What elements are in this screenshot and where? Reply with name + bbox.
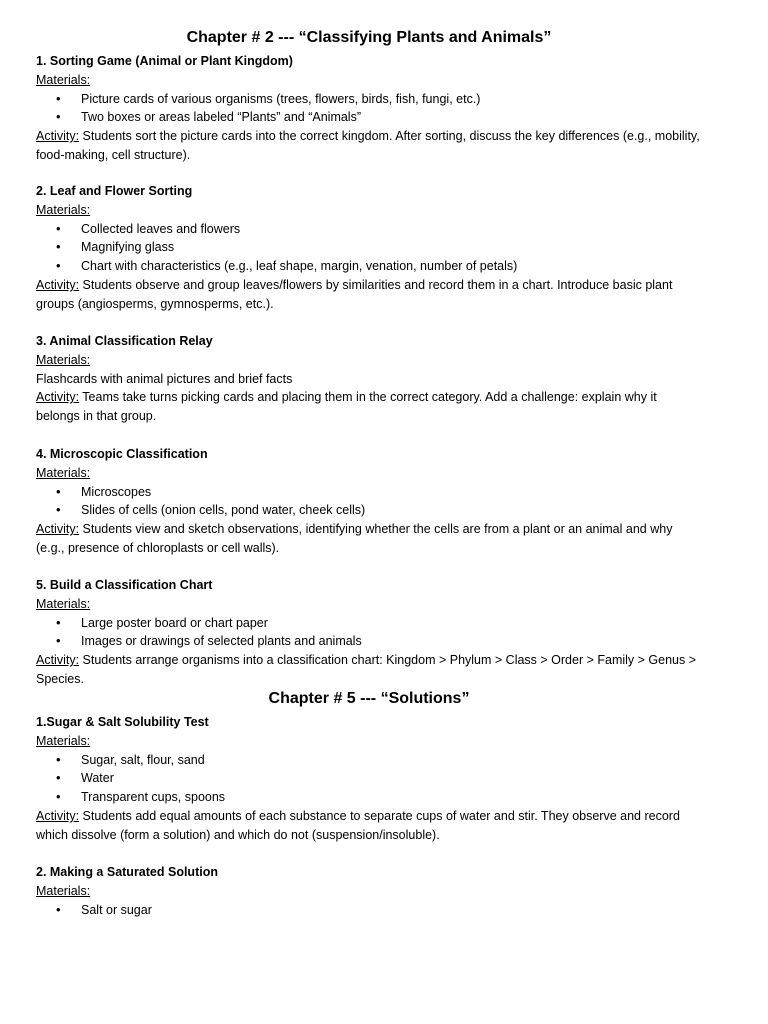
materials-label: Materials: bbox=[36, 883, 91, 898]
list-item: • Sugar, salt, flour, sand bbox=[36, 751, 701, 770]
activity-label: Activity: bbox=[36, 808, 80, 823]
section-title: 1. Sorting Game (Animal or Plant Kingdom) bbox=[36, 54, 293, 68]
activity-paragraph bbox=[36, 651, 701, 689]
list-item: • Chart with characteristics (e.g., leaf shape, margin, venation, number of petals) bbox=[36, 257, 701, 276]
materials-list bbox=[36, 751, 701, 807]
materials-list bbox=[36, 901, 701, 920]
activity-paragraph bbox=[36, 388, 701, 426]
section-build-classification-chart bbox=[36, 576, 701, 689]
list-item: • Transparent cups, spoons bbox=[36, 788, 701, 807]
list-item: • Salt or sugar bbox=[36, 901, 701, 920]
section-title: 1.Sugar & Salt Solubility Test bbox=[36, 715, 209, 729]
activity-paragraph bbox=[36, 127, 701, 165]
list-item: • Collected leaves and flowers bbox=[36, 220, 701, 239]
activity-text: Students view and sketch observations, identifying whether the cells are from a plant or an animal and why (e.g., presence of chloroplasts or cell walls). bbox=[36, 522, 673, 555]
list-item: • Magnifying glass bbox=[36, 238, 701, 257]
section-sorting-game bbox=[36, 52, 701, 165]
list-item: • Images or drawings of selected plants and animals bbox=[36, 632, 701, 651]
section-title: 2. Making a Saturated Solution bbox=[36, 865, 218, 879]
section-microscopic-classification bbox=[36, 445, 701, 558]
activity-label: Activity: bbox=[36, 522, 80, 537]
activity-paragraph bbox=[36, 807, 701, 845]
section-animal-classification-relay bbox=[36, 332, 701, 426]
section-title: 4. Microscopic Classification bbox=[36, 447, 208, 461]
materials-list bbox=[36, 483, 701, 521]
activity-text: Students sort the picture cards into the correct kingdom. After sorting, discuss the key differences (e.g., mobility, food-making, cell structure). bbox=[36, 129, 700, 162]
section-saturated-solution bbox=[36, 863, 701, 919]
materials-label: Materials: bbox=[36, 596, 91, 611]
materials-text: Flashcards with animal pictures and brief facts bbox=[36, 371, 293, 386]
activity-text: Students add equal amounts of each substance to separate cups of water and stir. They observe and record which dissolve (form a solution) and which do not (suspension/insoluble). bbox=[36, 808, 680, 842]
materials-label: Materials: bbox=[36, 733, 91, 748]
activity-text: Students observe and group leaves/flowers by similarities and record them in a chart. Introduce basic plant groups (angiosperms, gymnosperms, etc.). bbox=[36, 277, 673, 311]
list-item: • Microscopes bbox=[36, 483, 701, 502]
section-title: 2. Leaf and Flower Sorting bbox=[36, 184, 193, 198]
list-item: • Water bbox=[36, 769, 701, 788]
list-item: • Large poster board or chart paper bbox=[36, 614, 701, 633]
materials-list bbox=[36, 614, 701, 652]
activity-text: Students arrange organisms into a classification chart: Kingdom > Phylum > Class > Order > Family > Genus > Species. bbox=[36, 653, 697, 686]
activity-paragraph bbox=[36, 276, 701, 314]
activity-label: Activity: bbox=[36, 653, 80, 668]
list-item: • Slides of cells (onion cells, pond water, cheek cells) bbox=[36, 501, 701, 520]
activity-paragraph bbox=[36, 520, 701, 558]
chapter-5-heading: Chapter # 5 --- “Solutions” bbox=[268, 690, 470, 707]
materials-label: Materials: bbox=[36, 72, 91, 87]
materials-label: Materials: bbox=[36, 202, 91, 217]
section-leaf-flower-sorting bbox=[36, 182, 701, 314]
activity-label: Activity: bbox=[36, 129, 80, 144]
section-solubility-test bbox=[36, 713, 701, 845]
materials-list bbox=[36, 220, 701, 276]
activity-label: Activity: bbox=[36, 390, 80, 405]
list-item: • Picture cards of various organisms (trees, flowers, birds, fish, fungi, etc.) bbox=[36, 90, 701, 109]
materials-label: Materials: bbox=[36, 352, 91, 367]
activity-text: Teams take turns picking cards and placing them in the correct category. Add a challenge: explain why it belongs in that group. bbox=[36, 390, 657, 424]
section-title: 3. Animal Classification Relay bbox=[36, 334, 213, 348]
list-item: • Two boxes or areas labeled “Plants” and “Animals” bbox=[36, 108, 701, 127]
activity-label: Activity: bbox=[36, 277, 80, 292]
chapter-2-heading: Chapter # 2 --- “Classifying Plants and Animals” bbox=[186, 29, 552, 46]
materials-list bbox=[36, 90, 701, 128]
materials-label: Materials: bbox=[36, 465, 91, 480]
section-title: 5. Build a Classification Chart bbox=[36, 578, 213, 592]
